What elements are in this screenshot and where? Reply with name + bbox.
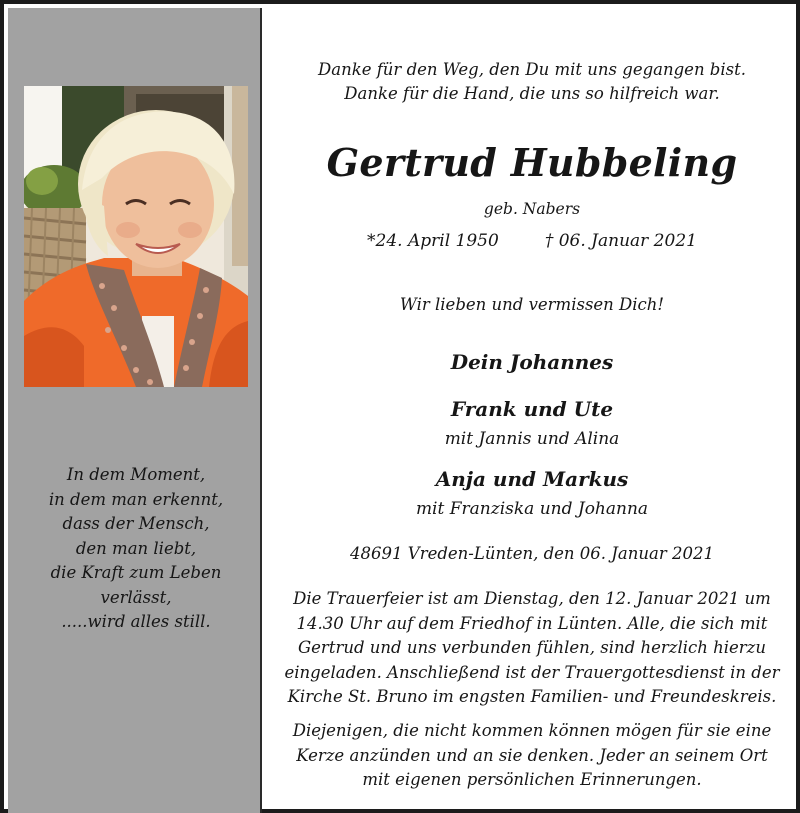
poem-line: in dem man erkennt, bbox=[48, 489, 224, 509]
birth-date: *24. April 1950 bbox=[367, 231, 499, 251]
closing-line: Kerze anzünden und an sie denken. Jeder an seinem Ort bbox=[296, 745, 768, 765]
mourner-name: Anja und Markus bbox=[435, 467, 629, 491]
mourner-children: mit Jannis und Alina bbox=[444, 429, 620, 449]
notice-body bbox=[264, 4, 800, 813]
poem-line: die Kraft zum Leben bbox=[50, 563, 222, 582]
portrait-photo bbox=[24, 86, 248, 387]
poem-line: dass der Mensch, bbox=[62, 514, 210, 533]
poem-line: In dem Moment, bbox=[66, 465, 206, 484]
funeral-info-line: Gertrud und uns verbunden fühlen, sind herzlich hierzu bbox=[297, 638, 766, 657]
poem-line: den man liebt, bbox=[75, 538, 197, 558]
death-date: † 06. Januar 2021 bbox=[544, 231, 697, 251]
funeral-info-line: 14.30 Uhr auf dem Friedhof in Lünten. Alle, die sich mit bbox=[296, 613, 768, 633]
place-date: 48691 Vreden-Lünten, den 06. Januar 2021 bbox=[350, 544, 714, 563]
funeral-info-line: Die Trauerfeier ist am Dienstag, den 12. Januar 2021 um bbox=[293, 589, 771, 608]
closing-line: Diejenigen, die nicht kommen können mögen für sie eine bbox=[292, 721, 772, 740]
funeral-info bbox=[264, 587, 800, 710]
poem-line: .....wird alles still. bbox=[61, 612, 211, 631]
life-dates bbox=[264, 231, 800, 251]
opening-quote bbox=[264, 58, 800, 106]
quote-line: Danke für die Hand, die uns so hilfreich war. bbox=[344, 84, 720, 103]
deceased-name: Gertrud Hubbeling bbox=[326, 140, 738, 185]
love-line: Wir lieben und vermissen Dich! bbox=[399, 295, 665, 314]
poem-line: verlässt, bbox=[100, 587, 172, 607]
mourner-name: Frank und Ute bbox=[450, 397, 614, 421]
closing-line: mit eigenen persönlichen Erinnerungen. bbox=[362, 770, 702, 789]
mourner-children: mit Franziska und Johanna bbox=[415, 499, 649, 519]
mourner-name: Dein Johannes bbox=[450, 350, 614, 374]
maiden-name: geb. Nabers bbox=[483, 200, 581, 218]
funeral-info-line: Kirche St. Bruno im engsten Familien- und Freundeskreis. bbox=[287, 687, 777, 706]
poem bbox=[24, 463, 248, 635]
quote-line: Danke für den Weg, den Du mit uns gegangen bist. bbox=[318, 60, 746, 79]
closing-text bbox=[264, 719, 800, 793]
sidebar bbox=[8, 8, 262, 813]
funeral-info-line: eingeladen. Anschließend ist der Trauergottesdienst in der bbox=[284, 662, 780, 682]
